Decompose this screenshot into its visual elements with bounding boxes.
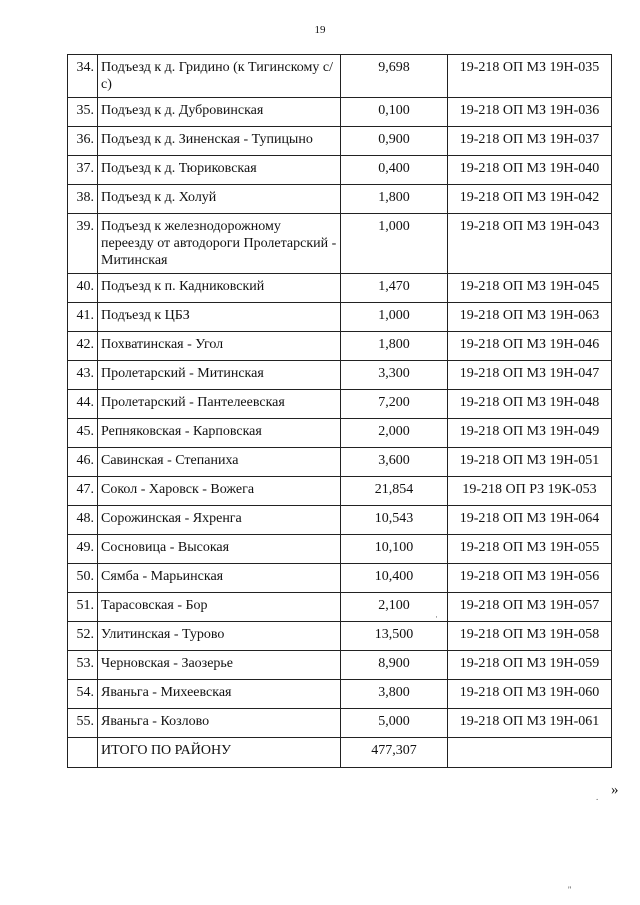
road-length-cell: 13,500 <box>341 622 448 651</box>
row-number-cell: 52. <box>68 622 98 651</box>
row-number-cell: 44. <box>68 390 98 419</box>
total-length-cell: 477,307 <box>341 738 448 768</box>
row-number-cell: 46. <box>68 448 98 477</box>
table-row <box>68 185 612 214</box>
road-length-cell: 2,100 <box>341 593 448 622</box>
road-code-cell: 19-218 ОП МЗ 19Н-042 <box>448 185 612 214</box>
road-length-cell: 1,000 <box>341 303 448 332</box>
road-name-cell: Подъезд к д. Тюриковская <box>98 156 341 185</box>
road-length-cell: 10,543 <box>341 506 448 535</box>
row-number-cell: 40. <box>68 274 98 303</box>
road-code-cell: 19-218 ОП МЗ 19Н-047 <box>448 361 612 390</box>
row-number-cell: 36. <box>68 127 98 156</box>
road-length-cell: 3,600 <box>341 448 448 477</box>
road-length-cell: 0,900 <box>341 127 448 156</box>
road-code-cell: 19-218 ОП МЗ 19Н-040 <box>448 156 612 185</box>
table-row <box>68 506 612 535</box>
road-name-cell: Репняковская - Карповская <box>98 419 341 448</box>
road-length-cell: 3,300 <box>341 361 448 390</box>
scan-speck: · <box>435 612 438 622</box>
road-length-cell: 5,000 <box>341 709 448 738</box>
table-row <box>68 98 612 127</box>
table-row <box>68 361 612 390</box>
table-row <box>68 419 612 448</box>
road-length-cell: 7,200 <box>341 390 448 419</box>
table-row <box>68 477 612 506</box>
row-number-cell: 55. <box>68 709 98 738</box>
road-name-cell: Черновская - Заозерье <box>98 651 341 680</box>
row-number-cell: 37. <box>68 156 98 185</box>
road-name-cell: Сокол - Харовск - Вожега <box>98 477 341 506</box>
road-code-cell: 19-218 ОП МЗ 19Н-035 <box>448 55 612 98</box>
roads-table-body <box>68 55 612 768</box>
road-length-cell: 0,100 <box>341 98 448 127</box>
row-number-cell: 50. <box>68 564 98 593</box>
road-length-cell: 1,800 <box>341 185 448 214</box>
road-name-cell: Сорожинская - Яхренга <box>98 506 341 535</box>
road-name-cell: Улитинская - Турово <box>98 622 341 651</box>
road-code-cell: 19-218 ОП МЗ 19Н-045 <box>448 274 612 303</box>
total-code-cell <box>448 738 612 768</box>
scan-speck: . <box>596 792 599 802</box>
road-length-cell: 0,400 <box>341 156 448 185</box>
road-code-cell: 19-218 ОП РЗ 19К-053 <box>448 477 612 506</box>
row-number-cell: 42. <box>68 332 98 361</box>
table-row <box>68 156 612 185</box>
table-row <box>68 214 612 274</box>
road-code-cell: 19-218 ОП МЗ 19Н-058 <box>448 622 612 651</box>
table-row <box>68 127 612 156</box>
road-name-cell: Яваньга - Михеевская <box>98 680 341 709</box>
road-name-cell: Подъезд к ЦБЗ <box>98 303 341 332</box>
road-name-cell: Яваньга - Козлово <box>98 709 341 738</box>
table-row <box>68 55 612 98</box>
road-code-cell: 19-218 ОП МЗ 19Н-060 <box>448 680 612 709</box>
road-code-cell: 19-218 ОП МЗ 19Н-036 <box>448 98 612 127</box>
row-number-cell: 48. <box>68 506 98 535</box>
road-name-cell: Подъезд к железнодорожному переезду от автодороги Пролетарский - Митинская <box>98 214 341 274</box>
total-row <box>68 738 612 768</box>
table-row <box>68 448 612 477</box>
table-row <box>68 680 612 709</box>
road-name-cell: Сосновица - Высокая <box>98 535 341 564</box>
road-length-cell: 8,900 <box>341 651 448 680</box>
road-length-cell: 2,000 <box>341 419 448 448</box>
row-number-cell: 35. <box>68 98 98 127</box>
page-number: 19 <box>314 24 326 36</box>
table-row <box>68 593 612 622</box>
roads-table <box>67 54 612 768</box>
road-length-cell: 1,800 <box>341 332 448 361</box>
road-length-cell: 21,854 <box>341 477 448 506</box>
road-length-cell: 10,100 <box>341 535 448 564</box>
table-row <box>68 622 612 651</box>
table-row <box>68 709 612 738</box>
road-code-cell: 19-218 ОП МЗ 19Н-064 <box>448 506 612 535</box>
road-code-cell: 19-218 ОП МЗ 19Н-057 <box>448 593 612 622</box>
road-name-cell: Савинская - Степаниха <box>98 448 341 477</box>
table-row <box>68 564 612 593</box>
road-code-cell: 19-218 ОП МЗ 19Н-063 <box>448 303 612 332</box>
road-name-cell: Подъезд к д. Гридино (к Тигинскому с/с) <box>98 55 341 98</box>
road-code-cell: 19-218 ОП МЗ 19Н-046 <box>448 332 612 361</box>
table-row <box>68 390 612 419</box>
table-row <box>68 651 612 680</box>
road-length-cell: 1,000 <box>341 214 448 274</box>
table-row <box>68 332 612 361</box>
road-name-cell: Тарасовская - Бор <box>98 593 341 622</box>
road-name-cell: Подъезд к д. Холуй <box>98 185 341 214</box>
road-code-cell: 19-218 ОП МЗ 19Н-059 <box>448 651 612 680</box>
row-number-cell: 49. <box>68 535 98 564</box>
row-number-cell: 38. <box>68 185 98 214</box>
row-number-cell: 53. <box>68 651 98 680</box>
road-code-cell: 19-218 ОП МЗ 19Н-048 <box>448 390 612 419</box>
road-name-cell: Сямба - Марьинская <box>98 564 341 593</box>
row-number-cell: 51. <box>68 593 98 622</box>
row-number-cell: 54. <box>68 680 98 709</box>
row-number-cell: 47. <box>68 477 98 506</box>
road-name-cell: Пролетарский - Митинская <box>98 361 341 390</box>
road-code-cell: 19-218 ОП МЗ 19Н-051 <box>448 448 612 477</box>
total-num-cell <box>68 738 98 768</box>
road-code-cell: 19-218 ОП МЗ 19Н-056 <box>448 564 612 593</box>
road-length-cell: 9,698 <box>341 55 448 98</box>
total-label-cell: ИТОГО ПО РАЙОНУ <box>98 738 341 768</box>
table-row <box>68 303 612 332</box>
row-number-cell: 45. <box>68 419 98 448</box>
road-name-cell: Пролетарский - Пантелеевская <box>98 390 341 419</box>
road-code-cell: 19-218 ОП МЗ 19Н-055 <box>448 535 612 564</box>
table-row <box>68 535 612 564</box>
road-length-cell: 1,470 <box>341 274 448 303</box>
road-code-cell: 19-218 ОП МЗ 19Н-061 <box>448 709 612 738</box>
row-number-cell: 39. <box>68 214 98 274</box>
road-code-cell: 19-218 ОП МЗ 19Н-037 <box>448 127 612 156</box>
row-number-cell: 43. <box>68 361 98 390</box>
road-length-cell: 10,400 <box>341 564 448 593</box>
road-code-cell: 19-218 ОП МЗ 19Н-043 <box>448 214 612 274</box>
road-name-cell: Похватинская - Угол <box>98 332 341 361</box>
row-number-cell: 34. <box>68 55 98 98</box>
road-code-cell: 19-218 ОП МЗ 19Н-049 <box>448 419 612 448</box>
row-number-cell: 41. <box>68 303 98 332</box>
closing-quote-mark: » <box>611 782 619 798</box>
road-length-cell: 3,800 <box>341 680 448 709</box>
scan-speck: '' <box>568 885 572 895</box>
road-name-cell: Подъезд к п. Кадниковский <box>98 274 341 303</box>
road-name-cell: Подъезд к д. Зиненская - Тупицыно <box>98 127 341 156</box>
road-name-cell: Подъезд к д. Дубровинская <box>98 98 341 127</box>
table-row <box>68 274 612 303</box>
